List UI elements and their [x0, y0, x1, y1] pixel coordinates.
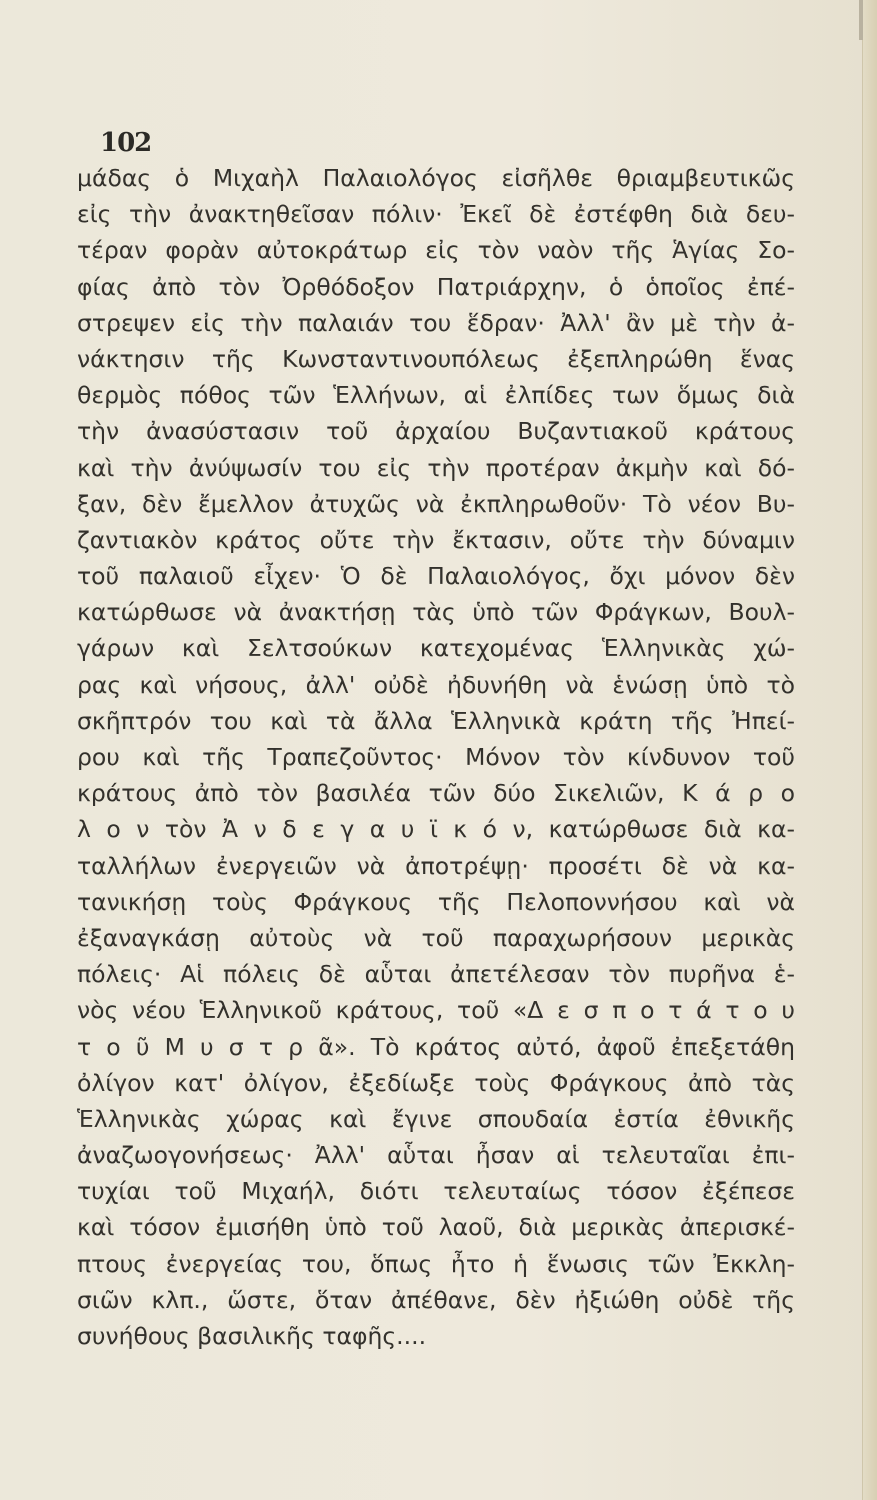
text-line: νάκτησιν τῆς Κωνσταντινουπόλεως ἐξεπληρώθη ἕνας	[77, 344, 795, 373]
text-line: ζαντιακὸν κράτος οὔτε τὴν ἔκτασιν, οὔτε τὴν δύναμιν	[77, 525, 795, 554]
text-line: καὶ τόσον ἐμισήθη ὑπὸ τοῦ λαοῦ, διὰ μερικὰς ἀπερισκέ-	[77, 1213, 795, 1242]
text-line: τέραν φορὰν αὐτοκράτωρ εἰς τὸν ναὸν τῆς Ἁγίας Σο-	[77, 236, 795, 265]
text-line: Ἑλληνικὰς χώρας καὶ ἔγινε σπουδαία ἑστία ἐθνικῆς	[77, 1104, 795, 1133]
text-line: ταλλήλων ἐνεργειῶν νὰ ἀποτρέψῃ· προσέτι δὲ νὰ κα-	[77, 851, 795, 880]
page-number: 102	[100, 128, 152, 158]
text-line: ρου καὶ τῆς Τραπεζοῦντος· Μόνον τὸν κίνδυνον τοῦ	[77, 743, 795, 771]
text-line: σιῶν κλπ., ὥστε, ὅταν ἀπέθανε, δὲν ἠξιώθη οὐδὲ τῆς	[77, 1285, 795, 1314]
text-line: πτους ἐνεργείας του, ὅπως ἦτο ἡ ἕνωσις τῶν Ἐκκλη-	[77, 1249, 795, 1278]
text-line: πόλεις· Αἱ πόλεις δὲ αὗται ἀπετέλεσαν τὸν πυρῆνα ἑ-	[77, 960, 795, 989]
body-text	[77, 160, 795, 1354]
text-line: ἀναζωογονήσεως· Ἀλλ' αὗται ἦσαν αἱ τελευταῖαι ἐπι-	[77, 1141, 795, 1170]
text-line: συνήθους βασιλικῆς ταφῆς....	[77, 1322, 427, 1350]
text-line: τ ο ῦ Μ υ σ τ ρ ᾶ». Τὸ κράτος αὐτό, ἀφοῦ ἐπεξετάθη	[77, 1032, 795, 1061]
text-line: καὶ τὴν ἀνύψωσίν του εἰς τὴν προτέραν ἀκμὴν καὶ δό-	[77, 453, 795, 482]
text-line: στρεψεν εἰς τὴν παλαιάν του ἕδραν· Ἀλλ' ἂν μὲ τὴν ἀ-	[77, 308, 795, 337]
text-line: θερμὸς πόθος τῶν Ἑλλήνων, αἱ ἐλπίδες των ὅμως διὰ	[77, 381, 795, 410]
text-line: φίας ἀπὸ τὸν Ὀρθόδοξον Πατριάρχην, ὁ ὁποῖος ἐπέ-	[77, 272, 795, 301]
text-line: τοῦ παλαιοῦ εἶχεν· Ὁ δὲ Παλαιολόγος, ὄχι μόνον δὲν	[77, 562, 795, 591]
text-line: γάρων καὶ Σελτσούκων κατεχομένας Ἑλληνικὰς χώ-	[77, 634, 795, 663]
text-line: ρας καὶ νήσους, ἀλλ' οὐδὲ ἠδυνήθη νὰ ἑνώσῃ ὑπὸ τὸ	[77, 670, 795, 699]
text-line: μάδας ὁ Μιχαὴλ Παλαιολόγος εἰσῆλθε θριαμβευτικῶς	[77, 164, 795, 192]
text-line: ἐξαναγκάσῃ αὐτοὺς νὰ τοῦ παραχωρήσουν μερικὰς	[77, 923, 795, 952]
text-line: τανικήσῃ τοὺς Φράγκους τῆς Πελοποννήσου καὶ νὰ	[77, 887, 795, 916]
page-gutter-edge	[862, 0, 877, 1500]
text-line: τὴν ἀνασύστασιν τοῦ ἀρχαίου Βυζαντιακοῦ κράτους	[77, 417, 795, 446]
text-line: εἰς τὴν ἀνακτηθεῖσαν πόλιν· Ἐκεῖ δὲ ἐστέφθη διὰ δευ-	[77, 200, 795, 229]
text-line: σκῆπτρόν του καὶ τὰ ἄλλα Ἑλληνικὰ κράτη τῆς Ἠπεί-	[77, 706, 795, 735]
text-line: νὸς νέου Ἑλληνικοῦ κράτους, τοῦ «Δ ε σ π ο τ ά τ ο υ	[77, 996, 795, 1025]
text-line: ξαν, δὲν ἔμελλον ἀτυχῶς νὰ ἐκπληρωθοῦν· Τὸ νέον Βυ-	[77, 489, 795, 518]
page-edge-mark	[859, 0, 863, 40]
text-line: κατώρθωσε νὰ ἀνακτήσῃ τὰς ὑπὸ τῶν Φράγκων, Βουλ-	[77, 598, 795, 627]
text-line: λ ο ν τὸν Ἀ ν δ ε γ α υ ϊ κ ό ν, κατώρθωσε διὰ κα-	[77, 815, 795, 844]
text-line: τυχίαι τοῦ Μιχαήλ, διότι τελευταίως τόσον ἐξέπεσε	[77, 1177, 795, 1206]
text-line: ὀλίγον κατ' ὀλίγον, ἐξεδίωξε τοὺς Φράγκους ἀπὸ τὰς	[77, 1068, 795, 1097]
text-line: κράτους ἀπὸ τὸν βασιλέα τῶν δύο Σικελιῶν, Κ ά ρ ο	[77, 779, 795, 808]
